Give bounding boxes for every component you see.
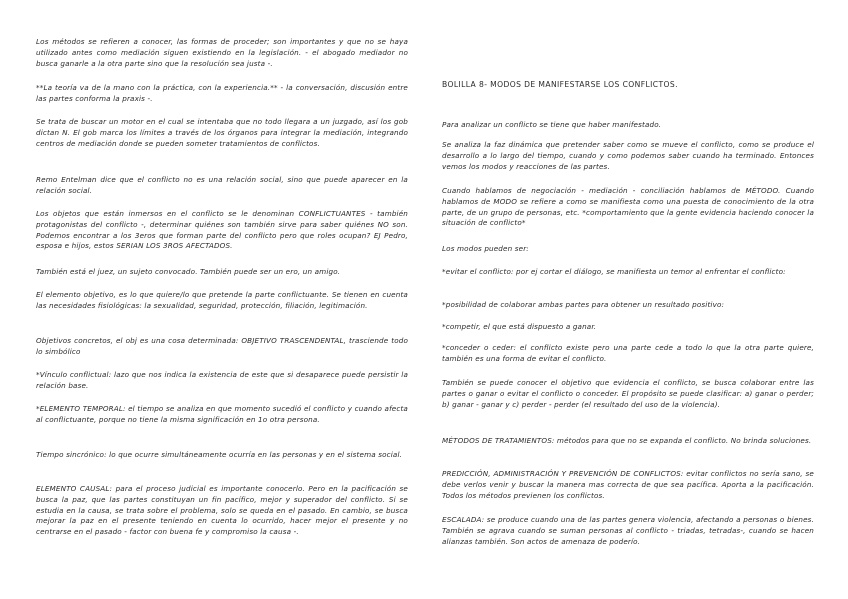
paragraph-conflictuantes: Los objetos que están inmersos en el conflicto se le denominan CONFLICTUANTES - también protagonistas del conflicto -, determinar quiénes son también sirve para saber quiénes NO son. Podemos encontrar a los 3eros que forman parte del conflicto pero que roles ocupan? EJ Pedro, esposa e hijos, estos SERIAN LOS 3ROS AFECTADOS.	[36, 209, 408, 251]
paragraph-synchronic-time: Tiempo sincrónico: lo que ocurre simultáneamente ocurría en las personas y en el sistema social.	[36, 450, 403, 459]
paragraph-mode-avoid: *evitar el conflicto: por ej cortar el diálogo, se manifiesta un temor al enfrentar el conflicto:	[442, 267, 786, 276]
paragraph-mode-collaborate: *posibilidad de colaborar ambas partes para obtener un resultado positivo:	[442, 300, 725, 309]
paragraph-entelman: Remo Entelman dice que el conflicto no es una relación social, sino que puede aparecer en la relación social.	[36, 175, 408, 195]
paragraph-concrete-objectives: Objetivos concretos, el obj es una cosa determinada: OBJETIVO TRASCENDENTAL, trasciende todo lo simbólico	[36, 336, 408, 356]
paragraph-dynamic-phase: Se analiza la faz dinámica que pretender saber como se mueve el conflicto, como se produce el desarrollo a lo largo del tiempo, cuando y como podemos saber cuando ha terminado. Entonces vemos los modos y reacciones de las partes.	[442, 140, 814, 171]
paragraph-prediction-prevention: PREDICCIÓN, ADMINISTRACIÓN Y PREVENCIÓN DE CONFLICTOS: evitar conflictos no sería sano, se debe verlos venir y buscar la manera mas correcta de que sea pacífica. Aporta a la pacificación. Todos los métodos previenen los conflictos.	[442, 469, 814, 500]
paragraph-modes-intro: Los modos pueden ser:	[442, 244, 529, 253]
section-title: BOLILLA 8- MODOS DE MANIFESTARSE LOS CONFLICTOS.	[442, 80, 678, 89]
paragraph-objective-element: El elemento objetivo, es lo que quiere/lo que pretende la parte conflictuante. Se tienen en cuenta las necesidades fisiológicas: la sexualidad, seguridad, protección, filiación, legitimación.	[36, 290, 408, 310]
paragraph-mode-concede: *conceder o ceder: el conflicto existe pero una parte cede a todo lo que la otra parte quiere, también es una forma de evitar el conflicto.	[442, 343, 814, 363]
paragraph-mediation-motor: Se trata de buscar un motor en el cual se intentaba que no todo llegara a un juzgado, así los gob dictan N. El gob marca los límites a través de los órganos para integrar la mediación, integrando centros de mediación donde se pueden someter tratamientos de conflictos.	[36, 117, 408, 148]
paragraph-treatment-methods: MÉTODOS DE TRATAMIENTOS: métodos para que no se expanda el conflicto. No brinda soluciones.	[442, 436, 812, 445]
paragraph-temporal-element: *ELEMENTO TEMPORAL: el tiempo se analiza en que momento sucedió el conflicto y cuando afecta al conflictuante, porque no tiene la misma significación en 1o otra persona.	[36, 404, 408, 424]
paragraph-objective-classification: También se puede conocer el objetivo que evidencia el conflicto, se busca colaborar entre las partes o ganar o evitar el conflicto o conceder. El propósito se puede clasificar: a) ganar o perder; b) ganar - ganar y c) perder - perder (el resultado del uso de la violencia).	[442, 378, 814, 409]
paragraph-judge: También está el juez, un sujeto convocado. También puede ser un ero, un amigo.	[36, 267, 341, 276]
paragraph-method-vs-mode: Cuando hablamos de negociación - mediación - conciliación hablamos de MÉTODO. Cuando hablamos de MODO se refiere a como se manifiesta como una puesta de conocimiento de la otra parte, de un grupo de personas, etc. *comportamiento que la gente evidencia haciendo conocer la situación de conflicto*	[442, 186, 814, 228]
paragraph-mode-compete: *competir, el que está dispuesto a ganar.	[442, 322, 597, 331]
paragraph-escalation: ESCALADA: se produce cuando una de las partes genera violencia, afectando a personas o bienes. También se agrava cuando se suman personas al conflicto - triadas, tetradas-, cuando se hacen alianzas también. Son actos de amenaza de poderío.	[442, 515, 814, 546]
paragraph-causal-element: ELEMENTO CAUSAL: para el proceso judicial es importante conocerlo. Pero en la pacificación se busca la paz, que las partes constituyan un fin pacífico, mejor y superador del conflicto. Si se estudia en la causa, se trata sobre el problema, solo se queda en el pasado. En cambio, se busca mejorar la paz en el presente teniendo en cuenta lo ocurrido, hacer mejor el presente y no centrarse en el pasado - factor con buena fe y compromiso la causa -.	[36, 484, 408, 537]
paragraph-conflict-bond: *Vínculo conflictual: lazo que nos indica la existencia de este que si desaparece puede persistir la relación base.	[36, 370, 408, 390]
paragraph-methods: Los métodos se refieren a conocer, las formas de proceder; son importantes y que no se haya utilizado antes como mediación siguen existiendo en la legislación. - el abogado mediador no busca ganarle a la otra parte sino que la resolución sea justa -.	[36, 37, 408, 68]
paragraph-analyze-conflict: Para analizar un conflicto se tiene que haber manifestado.	[442, 120, 662, 129]
paragraph-theory-practice: **La teoría va de la mano con la práctica, con la experiencia.** - la conversación, discusión entre las partes conforma la praxis -.	[36, 83, 408, 103]
